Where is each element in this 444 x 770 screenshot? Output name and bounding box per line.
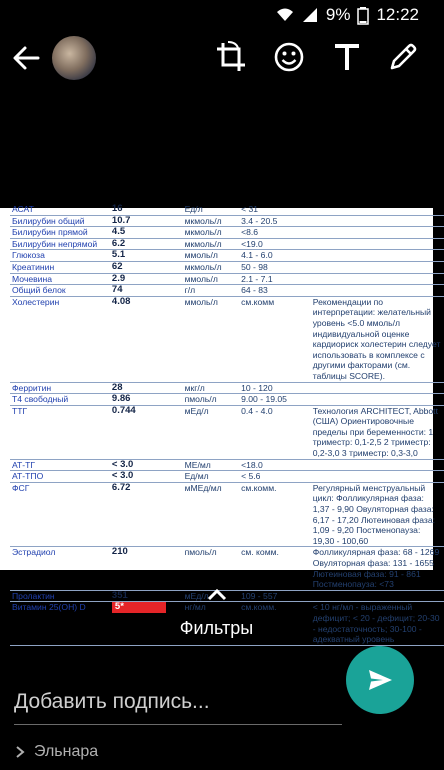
signal-icon [302,7,318,23]
test-unit: мкмоль/л [183,215,240,227]
crop-rotate-icon[interactable] [214,40,248,74]
wifi-icon [276,7,294,23]
test-note: Рекомендации по интерпретации: желательный уровень <5.0 ммоль/л индивидуальной оценке кардиориск холестерин следует использовать в комплексе с другими факторами (см. таблицы SCORE). [311,296,444,382]
test-note [311,227,444,239]
battery-level: 9% [325,5,351,24]
test-unit: мМЕд/мл [183,482,240,547]
test-name: Билирубин непрямой [10,238,110,250]
table-row [10,471,444,483]
test-value: 16 [110,204,183,215]
test-range: <18.0 [239,459,311,471]
test-range: 10 - 120 [239,382,311,394]
test-range: < 5.6 [239,471,311,483]
test-name: Т4 свободный [10,394,110,406]
test-value: < 3.0 [110,471,183,483]
test-name: Билирубин прямой [10,227,110,239]
test-note [311,273,444,285]
test-range: 2.1 - 7.1 [239,273,311,285]
table-row [10,394,444,406]
test-name: Креатинин [10,261,110,273]
test-note: < 10 нг/мл - выраженный дефицит; < 20 - дефицит; 20-30 - недостаточность; 30-100 - адекватный уровень [311,602,444,645]
test-value: 62 [110,261,183,273]
test-range: <19.0 [239,238,311,250]
test-range: см.комм. [239,482,311,547]
test-value: 210 [110,547,183,590]
test-range: 50 - 98 [239,261,311,273]
test-range: 64 - 83 [239,285,311,297]
test-unit: Ед/л [183,204,240,215]
test-note [311,204,444,215]
test-name: Витамин 25(OH) D [10,602,110,645]
send-button[interactable] [346,646,414,714]
test-note [311,382,444,394]
test-note [311,471,444,483]
test-value: 9.86 [110,394,183,406]
test-name: ФСГ [10,482,110,547]
test-unit: ммоль/л [183,296,240,382]
test-value: 74 [110,285,183,297]
test-note [311,285,444,297]
table-row [10,227,444,239]
test-name: Билирубин общий [10,215,110,227]
test-value: 2.9 [110,273,183,285]
test-range: < 31 [239,204,311,215]
test-unit: ммоль/л [183,250,240,262]
test-value: 6.72 [110,482,183,547]
test-unit: пмоль/л [183,394,240,406]
test-range: 0.4 - 4.0 [239,405,311,459]
table-row [10,405,444,459]
table-row [10,285,444,297]
test-value: 4.5 [110,227,183,239]
flagged-value: 5* [112,602,166,613]
test-note: Технология ARCHITECT, Abbott (США) Ориентировочные пределы при беременности: 1 триместр: 0,1-2,5 2 триместр: 0,2-3,0 3 триместр: 0,3-3,0 [311,405,444,459]
chevron-up-icon[interactable] [206,586,228,602]
test-unit: мЕд/л [183,590,240,602]
test-unit: мкмоль/л [183,261,240,273]
table-row [10,250,444,262]
test-note [311,238,444,250]
test-name: Холестерин [10,296,110,382]
test-name: Мочевина [10,273,110,285]
table-row [10,238,444,250]
test-note: Фолликулярная фаза: 68 - 1269 Овуляторная фаза: 131 - 1655 Лютеиновая фаза: 91 - 861 Постменопауза: <73 [311,547,444,590]
test-name: АТ-ТГ [10,459,110,471]
test-value: 6.2 [110,238,183,250]
test-name: ТТГ [10,405,110,459]
test-value: 5.1 [110,250,183,262]
table-row [10,215,444,227]
test-name: Глюкоза [10,250,110,262]
test-unit: МЕ/мл [183,459,240,471]
test-note [311,215,444,227]
test-unit: нг/мл [183,602,240,645]
arrow-left-icon[interactable] [10,42,42,74]
test-name: АСАТ [10,204,110,215]
emoji-icon[interactable] [272,40,306,74]
test-unit: ммоль/л [183,273,240,285]
test-unit: мЕд/л [183,405,240,459]
table-row [10,382,444,394]
test-range: см.комм [239,296,311,382]
test-note: Регулярный менструальный цикл: Фолликулярная фаза: 1,37 - 9,90 Овуляторная фаза: 6,17 - 17,20 Лютеиновая фаза: 1,09 - 9,20 Постменопауза: 19,30 - 100,60 [311,482,444,547]
test-note [311,394,444,406]
test-value: 28 [110,382,183,394]
test-range: 4.1 - 6.0 [239,250,311,262]
test-name: Общий белок [10,285,110,297]
test-name: Ферритин [10,382,110,394]
table-row [10,273,444,285]
test-value: 0.744 [110,405,183,459]
clock: 12:22 [376,5,419,24]
test-note [311,459,444,471]
test-unit: пмоль/л [183,547,240,590]
status-bar [0,0,433,30]
test-range: 109 - 557 [239,590,311,602]
test-range: 3.4 - 20.5 [239,215,311,227]
table-row [10,296,444,382]
test-value: < 3.0 [110,459,183,471]
recipient-row [16,743,98,761]
recipient-name: Эльнара [34,743,99,760]
table-row [10,261,444,273]
caption-underline [14,724,342,725]
send-icon [366,666,394,694]
test-value: 4.08 [110,296,183,382]
test-value: 351 [110,590,183,602]
table-row [10,459,444,471]
test-unit: г/л [183,285,240,297]
test-range: 9.00 - 19.05 [239,394,311,406]
test-unit: мкмоль/л [183,238,240,250]
avatar[interactable] [52,36,96,80]
test-range: см.комм. [239,602,311,645]
chevron-right-icon [16,746,24,758]
test-name: Эстрадиол [10,547,110,590]
test-value: 10.7 [110,215,183,227]
editor-toolbar [0,30,433,86]
test-name: Пролактин [10,590,110,602]
pencil-icon[interactable] [386,40,420,74]
table-row [10,204,444,215]
test-range: <8.6 [239,227,311,239]
test-note [311,250,444,262]
caption-input[interactable]: Добавить подпись... [14,690,210,713]
test-name: АТ-ТПО [10,471,110,483]
battery-icon [358,7,368,24]
filters-label[interactable]: Фильтры [179,618,254,638]
table-row [10,482,444,547]
filters-panel[interactable] [0,580,433,650]
test-unit: мкмоль/л [183,227,240,239]
test-range: см. комм. [239,547,311,590]
test-unit: мкг/л [183,382,240,394]
test-note [311,261,444,273]
test-unit: Ед/мл [183,471,240,483]
text-icon[interactable] [330,40,364,74]
